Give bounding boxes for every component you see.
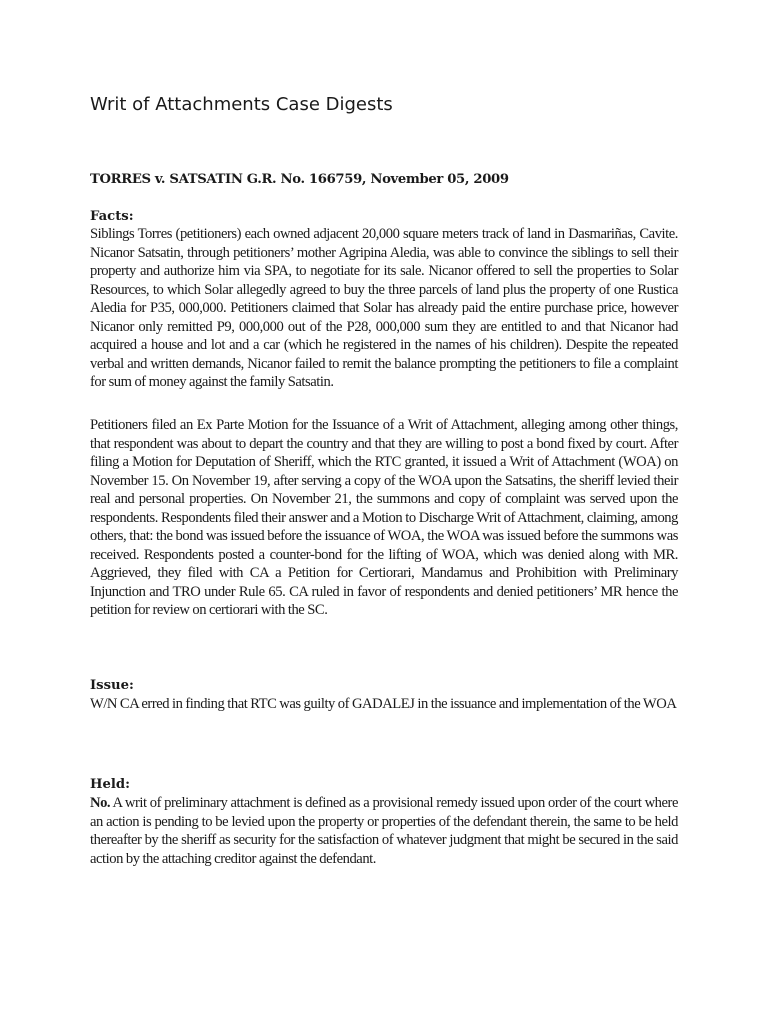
held-text: A writ of preliminary attachment is defined as a provisional remedy issued upon order of the court where an action is pending to be levied upon the property or properties of the defendant therein, the same to be held thereafter by the sheriff as security for the satisfaction of whatever judgment that might be secured in the said action by the attaching creditor against the defendant. [90,795,678,867]
issue-paragraph: W/N CA erred in finding that RTC was guilty of GADALEJ in the issuance and implementation of the WOA [90,696,677,712]
issue-label: Issue: [90,678,134,693]
held-verdict: No. [90,795,111,811]
facts-label: Facts: [90,209,134,224]
facts-paragraph-1: Siblings Torres (petitioners) each owned adjacent 20,000 square meters track of land in Dasmariñas, Cavite. Nicanor Satsatin, through petitioners’ mother Agripina Aledia, was able to convince the siblings to sell their property and authorize him via SPA, to negotiate for its sale. Nicanor offered to sell the properties to Solar Resources, to which Solar allegedly agreed to buy the three parcels of land plus the property of one Rustica Aledia for P35, 000,000. Petitioners claimed that Solar has already paid the entire purchase price, however Nicanor only remitted P9, 000,000 out of the P28, 000,000 sum they are entitled to and that Nicanor had acquired a house and lot and a car (which he registered in the names of his children). Despite the repeated verbal and written demands, Nicanor failed to remit the balance prompting the petitioners to file a complaint for sum of money against the family Satsatin. [90,226,678,390]
document-title: Writ of Attachments Case Digests [90,94,393,115]
case-heading: TORRES v. SATSATIN G.R. No. 166759, November 05, 2009 [90,172,509,187]
held-paragraph [90,794,678,868]
facts-paragraph-2: Petitioners filed an Ex Parte Motion for the Issuance of a Writ of Attachment, alleging among other things, that respondent was about to depart the country and that they are willing to post a bond fixed by court. After filing a Motion for Deputation of Sheriff, which the RTC granted, it issued a Writ of Attachment (WOA) on November 15. On November 19, after serving a copy of the WOA upon the Satsatins, the sheriff levied their real and personal properties. On November 21, the summons and copy of complaint was served upon the respondents. Respondents filed their answer and a Motion to Discharge Writ of Attachment, claiming, among others, that: the bond was issued before the issuance of WOA, the WOA was issued before the summons was received. Respondents posted a counter-bond for the lifting of WOA, which was denied along with MR. Aggrieved, they filed with CA a Petition for Certiorari, Mandamus and Prohibition with Preliminary Injunction and TRO under Rule 65. CA ruled in favor of respondents and denied petitioners’ MR hence the petition for review on certiorari with the SC. [90,417,678,618]
held-label: Held: [90,777,130,792]
